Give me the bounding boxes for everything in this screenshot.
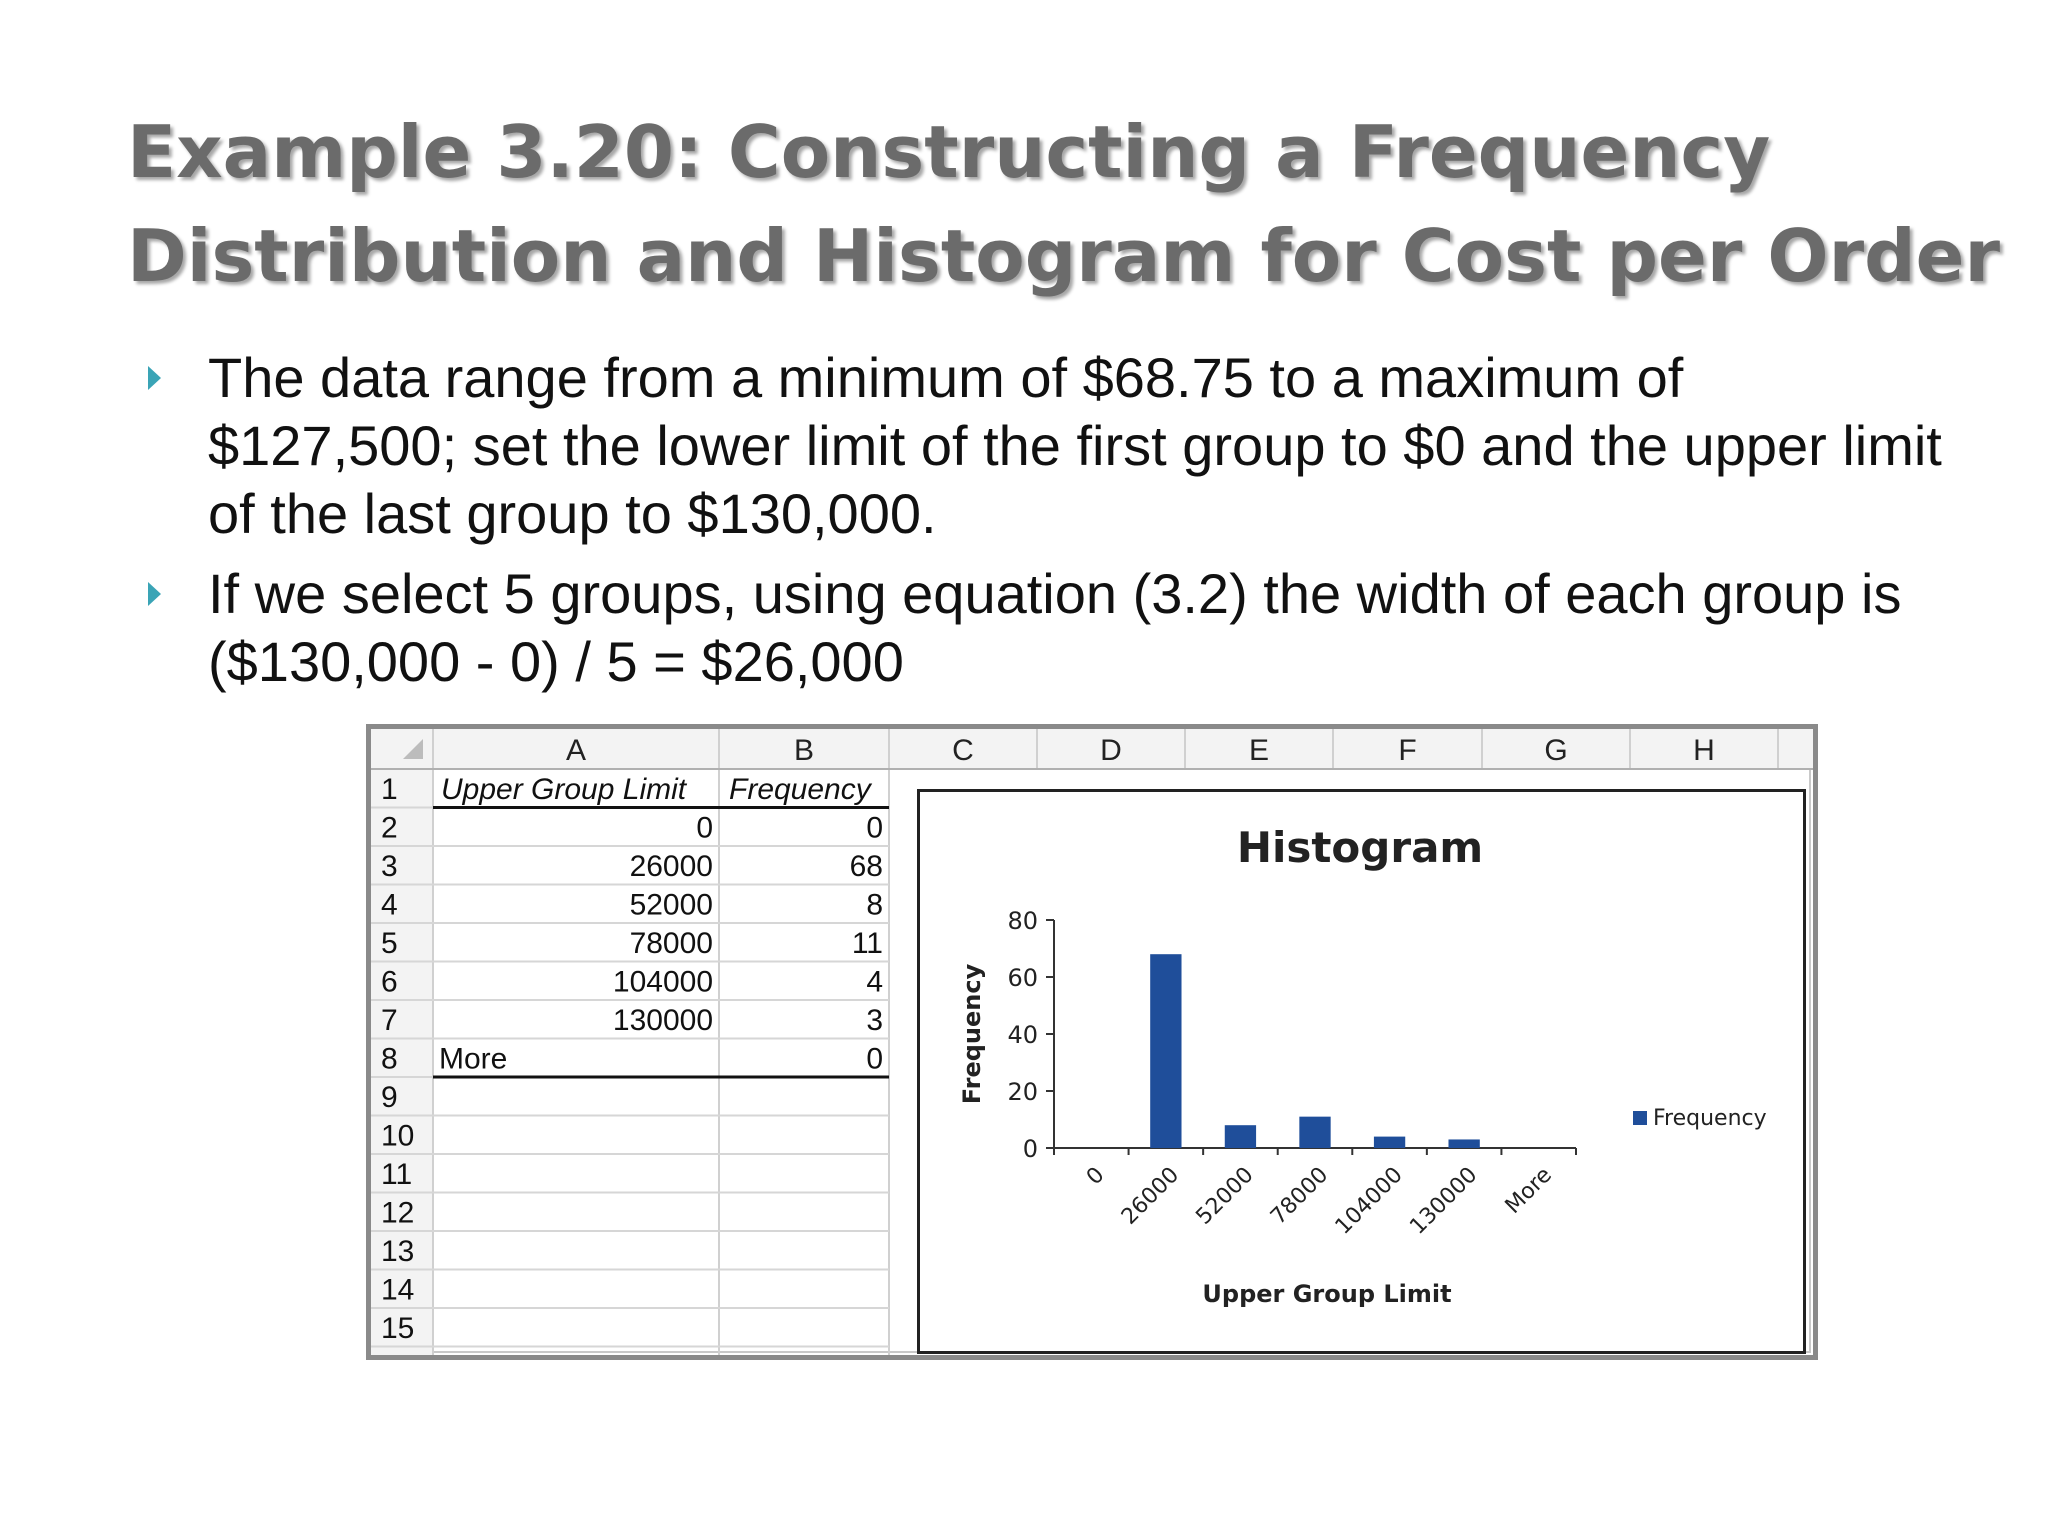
column-header-g: G (1544, 734, 1568, 767)
bullet-text: If we select 5 groups, using equation (3.2) the width of each group is ($130,000 - 0) / 5 = $26,000 (208, 562, 1902, 693)
column-header-h: H (1693, 734, 1715, 767)
column-header-band (371, 729, 1813, 769)
slide-title: Example 3.20: Constructing a Frequency Distribution and Histogram for Cost per Order (127, 110, 2000, 298)
column-header-e: E (1248, 734, 1270, 767)
histogram-bar (1150, 954, 1181, 1148)
x-axis-label: Upper Group Limit (1202, 1280, 1452, 1308)
row-number: 8 (381, 1042, 398, 1076)
y-tick-label: 60 (1007, 964, 1038, 992)
y-tick-label: 20 (1007, 1078, 1038, 1106)
x-tick-label: 130000 (1405, 1162, 1483, 1240)
table-cell: 130000 (612, 1004, 713, 1037)
row-number: 12 (381, 1196, 415, 1230)
row-number: 3 (381, 850, 398, 883)
row-number: 15 (381, 1312, 415, 1345)
table-cell: 104000 (612, 965, 713, 999)
x-tick-label: 0 (1081, 1162, 1110, 1191)
excel-screenshot (366, 724, 1818, 1360)
histogram-bar (1448, 1139, 1479, 1148)
table-cell: 11 (851, 927, 883, 960)
x-tick-label: 78000 (1266, 1162, 1334, 1230)
row-number: 14 (381, 1273, 415, 1307)
triangle-bullet-icon (148, 582, 161, 606)
table-cell: 4 (866, 965, 883, 999)
table-cell: 0 (866, 1042, 883, 1076)
table-cell: 8 (866, 888, 883, 922)
legend-label: Frequency (1653, 1106, 1767, 1131)
row-number: 2 (381, 811, 398, 845)
column-header-d: D (1100, 734, 1122, 767)
bullet-item (148, 344, 1948, 548)
x-tick-label: More (1500, 1162, 1557, 1219)
histogram-bar (1225, 1125, 1256, 1148)
bullet-list (148, 344, 1948, 708)
table-header-cell: Upper Group Limit (441, 773, 687, 806)
table-header-cell: Frequency (729, 773, 871, 806)
y-tick-label: 40 (1007, 1021, 1038, 1049)
table-cell: 0 (696, 811, 713, 845)
table-cell: 52000 (629, 888, 713, 922)
row-number: 9 (381, 1081, 398, 1114)
x-tick-label: 104000 (1330, 1162, 1408, 1240)
table-cell: 78000 (629, 927, 713, 960)
x-tick-label: 26000 (1116, 1162, 1185, 1230)
histogram-chart (917, 789, 1806, 1354)
x-tick-label: 52000 (1191, 1162, 1259, 1230)
column-header-b: B (793, 734, 815, 767)
histogram-bar (1374, 1137, 1405, 1148)
y-tick-label: 0 (1022, 1135, 1038, 1163)
triangle-bullet-icon (148, 366, 161, 390)
table-cell: 0 (866, 811, 883, 845)
row-number: 1 (381, 773, 398, 806)
row-number: 5 (381, 927, 398, 960)
row-number: 4 (381, 888, 398, 922)
chart-title: Histogram (1236, 823, 1484, 872)
row-number: 7 (381, 1004, 398, 1037)
table-cell: 3 (866, 1004, 883, 1037)
histogram-bar (1299, 1117, 1330, 1148)
column-header-f: F (1398, 734, 1417, 767)
table-cell: 26000 (629, 850, 713, 883)
table-cell: 68 (849, 850, 883, 883)
y-tick-label: 80 (1007, 907, 1038, 935)
table-cell: More (439, 1042, 508, 1076)
row-number: 10 (381, 1119, 415, 1153)
bullet-text: The data range from a minimum of $68.75 to a maximum of $127,500; set the lower limit of the first group to $0 and the upper limit of the last group to $130,000. (208, 346, 1942, 545)
legend-swatch (1633, 1111, 1647, 1125)
y-axis-label: Frequency (958, 963, 986, 1105)
bullet-item (148, 560, 1948, 696)
column-header-a: A (565, 734, 587, 767)
column-header-c: C (952, 734, 974, 767)
row-number: 13 (381, 1235, 415, 1268)
row-number: 11 (381, 1158, 413, 1191)
row-number: 6 (381, 965, 398, 999)
